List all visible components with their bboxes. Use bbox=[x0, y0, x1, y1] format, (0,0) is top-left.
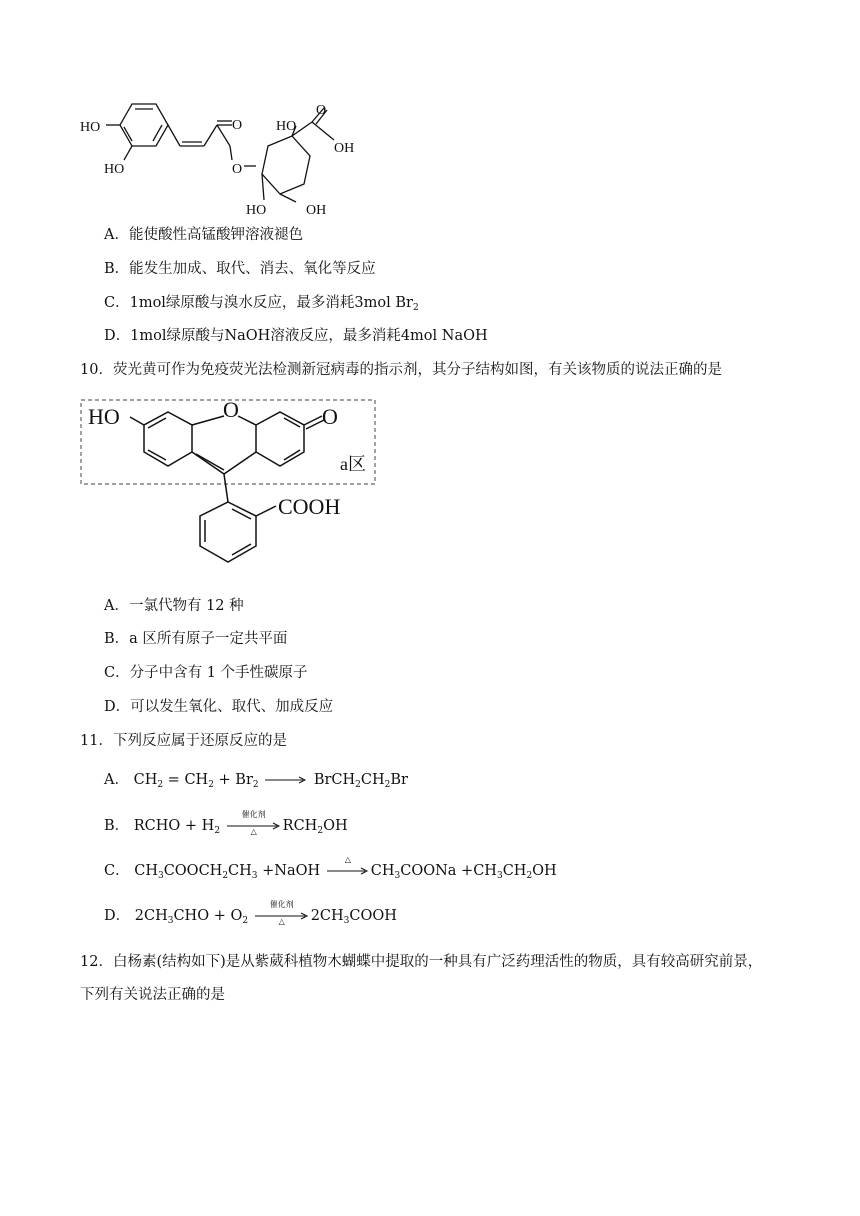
q11-option-d: D． $2CH_3CHO + O_2$ 催化剂 △ $2CH_3COOH$ bbox=[104, 900, 397, 926]
q9-option-d: D．1mol绿原酸与NaOH溶液反应，最多消耗4mol NaOH bbox=[104, 328, 488, 344]
q9-option-b: B．能发生加成、取代、消去、氧化等反应 bbox=[104, 261, 376, 277]
q12-stem-line2: 下列有关说法正确的是 bbox=[80, 987, 225, 1003]
q11-stem: 11．下列反应属于还原反应的是 bbox=[80, 733, 287, 749]
fluorescein-keto-o-label: O bbox=[322, 404, 338, 429]
ho-label-top: HO bbox=[80, 120, 101, 135]
fluorescein-structure bbox=[78, 392, 380, 582]
q11-option-b: B． RCHO + $H_2$ 催化剂 △ $RCH_2OH$ bbox=[104, 810, 348, 836]
heat-arrow: △ bbox=[325, 866, 371, 876]
ho-label-bottom: HO bbox=[104, 162, 125, 177]
catalyst-heat-arrow: 催化剂 △ bbox=[225, 821, 283, 831]
quat-ho-label: HO bbox=[276, 119, 297, 134]
carbonyl-o-label: O bbox=[232, 118, 243, 133]
q9-option-a: A．能使酸性高锰酸钾溶液褪色 bbox=[104, 227, 303, 243]
fluorescein-ring-o-label: O bbox=[223, 397, 239, 422]
q11-option-c: C． $CH_3COOCH_2CH_3$ +NaOH △ $CH_3COONa +CH_3CH_2OH$ bbox=[104, 855, 557, 881]
q10-option-b: B．a 区所有原子一定共平面 bbox=[104, 631, 288, 647]
reaction-arrow bbox=[263, 775, 309, 785]
q10-option-c: C．分子中含有 1 个手性碳原子 bbox=[104, 665, 308, 681]
fluorescein-ho-label: HO bbox=[88, 404, 120, 429]
ring-ho-label: HO bbox=[246, 203, 267, 218]
q12-stem-line1: 12．白杨素(结构如下)是从紫葳科植物木蝴蝶中提取的一种具有广泛药理活性的物质，具有较高研究前景， bbox=[80, 954, 763, 970]
chlorogenic-acid-structure bbox=[74, 96, 374, 222]
ester-o-label: O bbox=[232, 162, 243, 177]
q10-stem: 10．荧光黄可作为免疫荧光法检测新冠病毒的指示剂，其分子结构如图，有关该物质的说法正确的是 bbox=[80, 362, 722, 378]
region-a-label: a区 bbox=[340, 454, 366, 474]
ring-oh-label: OH bbox=[306, 203, 327, 218]
q11-option-a: A． $CH_2 = CH_2 + Br_2$ $BrCH_2CH_2Br$ bbox=[104, 772, 408, 790]
acid-oh-label: OH bbox=[334, 141, 355, 156]
cooh-label: COOH bbox=[278, 494, 341, 519]
acid-o-label: O bbox=[316, 103, 327, 118]
q10-option-a: A．一氯代物有 12 种 bbox=[104, 598, 244, 614]
catalyst-heat-arrow-d: 催化剂 △ bbox=[253, 911, 311, 921]
q9-option-c: C．1mol绿原酸与溴水反应，最多消耗3mol $Br_2$ bbox=[104, 295, 419, 313]
q10-option-d: D．可以发生氧化、取代、加成反应 bbox=[104, 699, 334, 715]
